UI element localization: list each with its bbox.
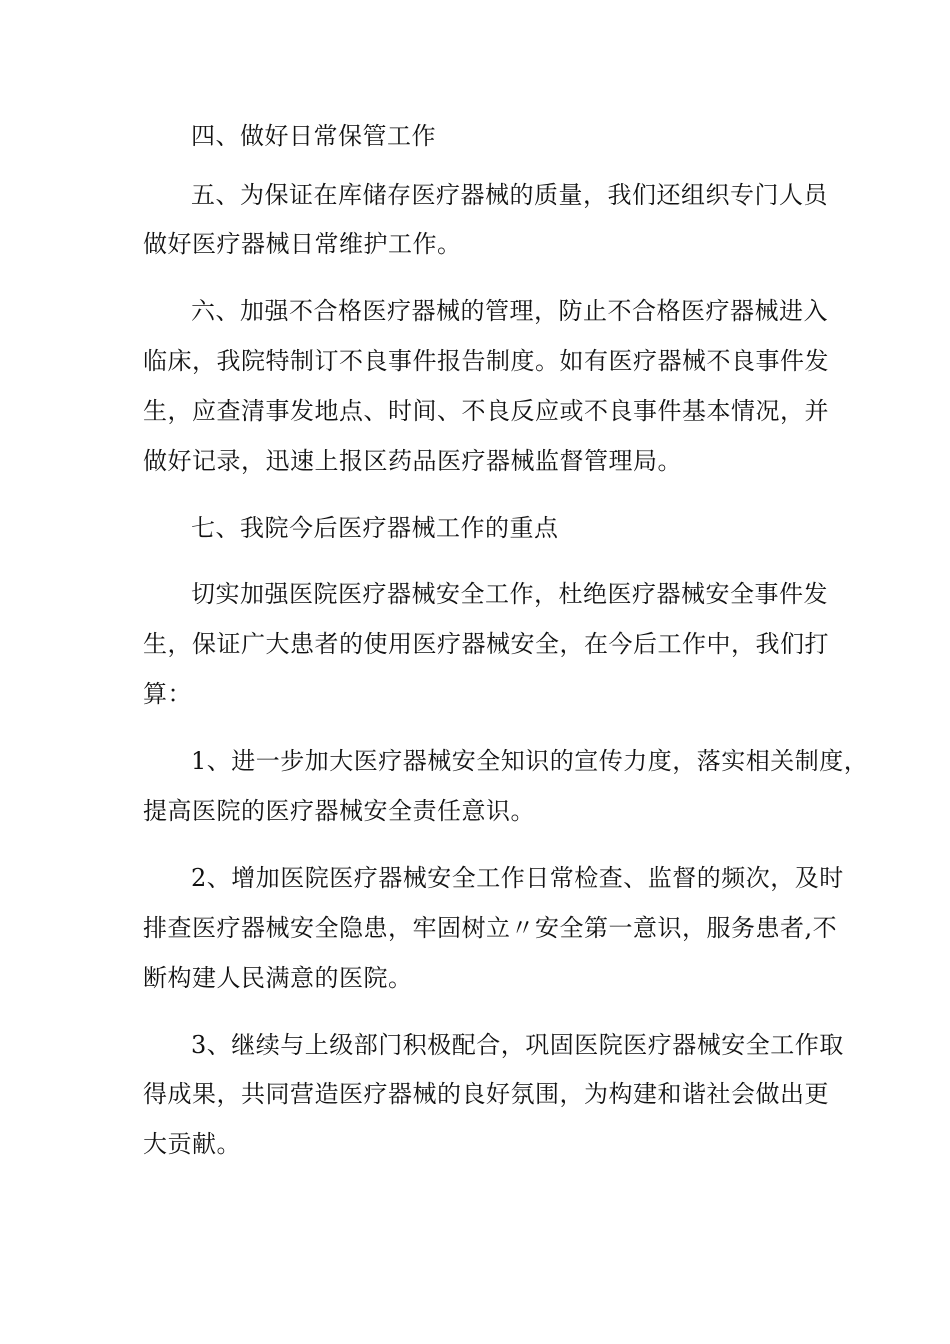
paragraph-6-line-2: 提高医院的医疗器械安全责任意识。 <box>143 797 535 825</box>
paragraph-4-line-1: 七、我院今后医疗器械工作的重点 <box>191 514 559 542</box>
paragraph-8-line-1: 3、继续与上级部门积极配合，巩固医院医疗器械安全工作取 <box>191 1031 844 1059</box>
paragraph-2-line-2: 做好医疗器械日常维护工作。 <box>143 230 462 258</box>
paragraph-2-line-1: 五、为保证在库储存医疗器械的质量，我们还组织专门人员 <box>191 181 828 209</box>
paragraph-3-line-3: 生，应查清事发地点、时间、不良反应或不良事件基本情况，并 <box>143 397 829 425</box>
paragraph-3-line-1: 六、加强不合格医疗器械的管理，防止不合格医疗器械进入 <box>191 297 828 325</box>
paragraph-5-line-2: 生，保证广大患者的使用医疗器械安全，在今后工作中，我们打 <box>143 630 829 658</box>
paragraph-7-line-2: 排查医疗器械安全隐患，牢固树立〃安全第一意识，服务患者,不 <box>143 914 838 942</box>
paragraph-5-line-3: 算： <box>143 680 192 708</box>
paragraph-5-line-1: 切实加强医院医疗器械安全工作，杜绝医疗器械安全事件发 <box>191 580 828 608</box>
paragraph-3-line-2: 临床，我院特制订不良事件报告制度。如有医疗器械不良事件发 <box>143 347 829 375</box>
paragraph-7-line-3: 断构建人民满意的医院。 <box>143 964 413 992</box>
paragraph-7-line-1: 2、增加医院医疗器械安全工作日常检查、监督的频次，及时 <box>191 864 844 892</box>
paragraph-1-line-1: 四、做好日常保管工作 <box>191 122 436 150</box>
paragraph-3-line-4: 做好记录，迅速上报区药品医疗器械监督管理局。 <box>143 447 682 475</box>
paragraph-6-line-1: 1、进一步加大医疗器械安全知识的宣传力度，落实相关制度， <box>191 747 869 775</box>
paragraph-8-line-2: 得成果，共同营造医疗器械的良好氛围，为构建和谐社会做出更 <box>143 1080 829 1108</box>
paragraph-8-line-3: 大贡献。 <box>143 1130 241 1158</box>
